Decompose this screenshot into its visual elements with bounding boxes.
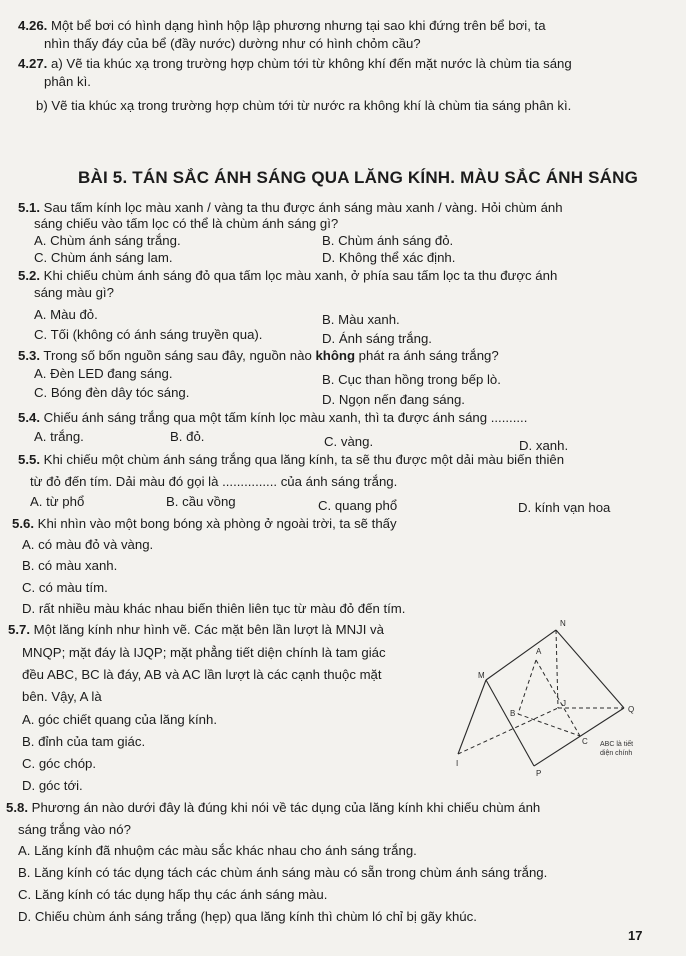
option-5-5-d: D. kính vạn hoa [518,500,611,515]
question-5-1-line1: 5.1. Sau tấm kính lọc màu xanh / vàng ta thu được ánh sáng màu xanh / vàng. Hỏi chùm ánh [18,200,563,215]
question-5-8-line1: 5.8. Phương án nào dưới đây là đúng khi nói về tác dụng của lăng kính khi chiếu chùm ánh [6,800,541,815]
question-5-7-line4: bên. Vậy, A là [22,689,102,704]
question-5-5-line1: 5.5. Khi chiếu một chùm ánh sáng trắng qua lăng kính, ta sẽ thu được một dải màu biến thiên [18,452,565,467]
option-5-6-c: C. có màu tím. [22,580,108,595]
prism-hidden-edge-nj [556,630,558,708]
option-5-3-d: D. Ngọn nến đang sáng. [322,392,465,407]
option-5-7-d: D. góc tới. [22,778,83,793]
question-5-5-line2: từ đỏ đến tím. Dải màu đó gọi là ............... của ánh sáng trắng. [30,474,398,489]
question-4-26-line1: 4.26. Một bể bơi có hình dạng hình hộp lập phương nhưng tại sao khi đứng trên bể bơi, ta [18,18,546,33]
option-5-2-a: A. Màu đỏ. [34,307,98,322]
option-5-7-a: A. góc chiết quang của lăng kính. [22,712,218,727]
option-5-4-d: D. xanh. [519,438,569,453]
question-5-6-line1: 5.6. Khi nhìn vào một bong bóng xà phòng ở ngoài trời, ta sẽ thấy [12,516,397,531]
question-5-8-line2: sáng trắng vào nó? [18,822,131,837]
label-m: M [478,671,485,680]
question-5-4-line1: 5.4. Chiếu ánh sáng trắng qua một tấm kính lọc màu xanh, thì ta được ánh sáng .......... [18,410,528,425]
question-5-7-line1: 5.7. Một lăng kính như hình vẽ. Các mặt bên lần lượt là MNJI và [8,622,384,637]
option-5-5-b: B. cầu vồng [166,494,236,509]
label-a: A [536,647,542,656]
label-p: P [536,769,542,778]
option-5-4-b: B. đỏ. [170,429,205,444]
section-edge-bc [518,714,580,736]
prism-edge-qp [534,708,624,766]
option-5-8-d: D. Chiếu chùm ánh sáng trắng (hẹp) qua lăng kính thì chùm ló chỉ bị gãy khúc. [18,909,477,924]
question-4-27-line1: 4.27. a) Vẽ tia khúc xạ trong trường hợp chùm tới từ không khí đến mặt nước là chùm tia sáng [18,56,572,71]
option-5-2-d: D. Ánh sáng trắng. [322,331,432,346]
label-i: I [456,759,459,768]
option-5-8-c: C. Lăng kính có tác dụng hấp thụ các ánh sáng màu. [18,887,328,902]
figure-note-line1: ABC là tiết [600,741,634,748]
question-5-2-line2: sáng màu gì? [34,285,114,300]
option-5-4-a: A. trắng. [34,429,84,444]
prism-edge-mp [486,680,534,766]
question-5-2-line1: 5.2. Khi chiếu chùm ánh sáng đỏ qua tấm lọc màu xanh, ở phía sau tấm lọc ta thu được ánh [18,268,558,283]
option-5-4-c: C. vàng. [324,434,374,449]
section-edge-ac [536,660,580,736]
option-5-8-b: B. Lăng kính có tác dụng tách các chùm ánh sáng màu có sẵn trong chùm ánh sáng trắng. [18,865,548,880]
prism-ridge [486,630,556,680]
prism-edge-nq [556,630,624,708]
label-j: J [562,699,566,708]
question-4-27-line2: phân kì. [44,74,91,89]
option-5-6-d: D. rất nhiều màu khác nhau biến thiên liên tục từ màu đỏ đến tím. [22,601,406,616]
option-5-1-d: D. Không thể xác định. [322,250,456,265]
option-5-3-a: A. Đèn LED đang sáng. [34,366,173,381]
figure-note-line2: diện chính [600,750,633,757]
label-c: C [582,737,588,746]
section-heading: BÀI 5. TÁN SẮC ÁNH SÁNG QUA LĂNG KÍNH. MÀU SẮC ÁNH SÁNG [78,168,639,187]
option-5-1-b: B. Chùm ánh sáng đỏ. [322,233,454,248]
option-5-6-a: A. có màu đỏ và vàng. [22,537,154,552]
prism-edge-mi [458,680,486,754]
label-q: Q [628,705,635,714]
question-4-27-part-b: b) Vẽ tia khúc xạ trong trường hợp chùm tới từ nước ra không khí là chùm tia sáng phân kì. [36,98,572,113]
question-5-3-line1: 5.3. Trong số bốn nguồn sáng sau đây, nguồn nào không phát ra ánh sáng trắng? [18,348,499,363]
option-5-1-a: A. Chùm ánh sáng trắng. [34,233,181,248]
question-5-1-line2: sáng chiếu vào tấm lọc có thể là chùm ánh sáng gì? [34,216,339,231]
option-5-5-c: C. quang phổ [318,498,398,513]
question-5-7-line2: MNQP; mặt đáy là IJQP; mặt phẳng tiết diện chính là tam giác [22,645,386,660]
option-5-3-c: C. Bóng đèn dây tóc sáng. [34,385,190,400]
label-b: B [510,709,516,718]
option-5-2-b: B. Màu xanh. [322,312,400,327]
prism-figure [456,616,662,782]
page-number: 17 [628,928,643,943]
option-5-6-b: B. có màu xanh. [22,558,118,573]
option-5-3-b: B. Cục than hồng trong bếp lò. [322,372,501,387]
option-5-1-c: C. Chùm ánh sáng lam. [34,250,173,265]
option-5-5-a: A. từ phổ [30,494,85,509]
option-5-2-c: C. Tối (không có ánh sáng truyền qua). [34,327,263,342]
question-4-26-line2: nhìn thấy đáy của bể (đầy nước) dường như có hình chỏm cầu? [44,36,421,51]
option-5-7-c: C. góc chóp. [22,756,97,771]
option-5-7-b: B. đỉnh của tam giác. [22,734,146,749]
section-edge-ab [518,660,536,714]
option-5-8-a: A. Lăng kính đã nhuộm các màu sắc khác nhau cho ánh sáng trắng. [18,843,417,858]
label-n: N [560,619,566,628]
question-5-7-line3: đều ABC, BC là đáy, AB và AC lần lượt là các cạnh thuộc mặt [22,667,382,682]
